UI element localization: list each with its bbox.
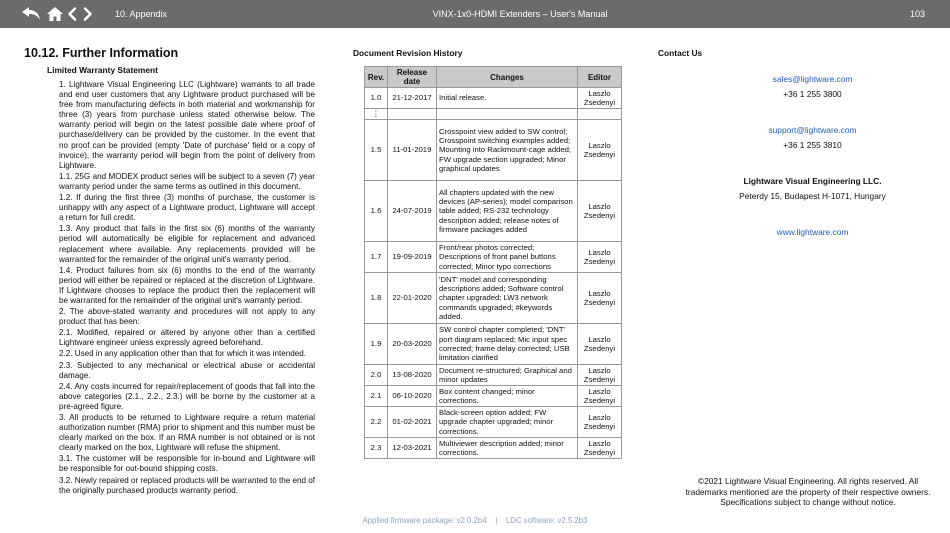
copyright-line: trademarks mentioned are the property of their respective owners. xyxy=(685,486,931,497)
table-row xyxy=(365,324,622,365)
cell-rev: 2.2 xyxy=(365,407,388,438)
table-row xyxy=(365,407,622,438)
cell-editor: Laszlo Zsedenyi xyxy=(578,365,622,386)
cell-changes: Multiviewer description added; minor corrections. xyxy=(437,438,578,459)
cell-editor: Laszlo Zsedenyi xyxy=(578,273,622,324)
cell-changes: Box content changed; minor corrections. xyxy=(437,386,578,407)
warranty-paragraph: 2. The above-stated warranty and procedures will not apply to any product that has been: xyxy=(59,307,315,327)
warranty-paragraph: 2.2. Used in any application other than that for which it was intended. xyxy=(59,349,307,359)
cell-editor: Laszlo Zsedenyi xyxy=(578,120,622,181)
table-header-row xyxy=(365,67,622,88)
warranty-paragraph: 1.2. If during the first three (3) months of purchase, the customer is unhappy with any aspect of a Lightware product, Lightware will accept a return for full credit. xyxy=(59,193,315,223)
cell-date: 24-07-2019 xyxy=(388,181,437,242)
cell-rev: 1.6 xyxy=(365,181,388,242)
sales-phone: +36 1 255 3800 xyxy=(783,89,842,99)
cell-date: 11-01-2019 xyxy=(388,120,437,181)
column-header-changes: Changes xyxy=(437,67,578,88)
cell-changes: All chapters updated with the new devices (AP-series); model comparison table added; RS-232 technology description added; release notes of firmware packages added xyxy=(437,181,578,242)
cell-date: 22-01-2020 xyxy=(388,273,437,324)
cell-changes: 'DNT' model and corresponding descriptions added; Software control chapter upgraded; LW3 network commands upgraded; #keywords added. xyxy=(437,273,578,324)
cell-editor: Laszlo Zsedenyi xyxy=(578,88,622,109)
cell-editor: Laszlo Zsedenyi xyxy=(578,407,622,438)
chevron-left-icon[interactable] xyxy=(65,0,79,28)
cell-changes: Black-screen option added; FW upgrade chapter upgraded; minor corrections. xyxy=(437,407,578,438)
cell-rev: 1.5 xyxy=(365,120,388,181)
warranty-paragraph: 1.4. Product failures from six (6) months to the end of the warranty period will either be repaired or replaced at the discretion of Lightware. If Lightware chooses to replace the product then the replacement will be warranted for the remainder of the original unit's warranty period. xyxy=(59,265,315,305)
column-header-rev: Rev. xyxy=(365,67,388,88)
table-row xyxy=(365,88,622,109)
section-title: 10.12. Further Information xyxy=(24,46,179,60)
firmware-version: Applied firmware package: v2.0.2b4 xyxy=(362,516,487,525)
document-title: VINX-1x0-HDMI Extenders – User's Manual xyxy=(432,9,608,19)
cell-changes: Document re-structured; Graphical and minor updates xyxy=(437,365,578,386)
back-return-icon[interactable] xyxy=(20,0,44,28)
cell-date: 01-02-2021 xyxy=(388,407,437,438)
cell-rev: 2.0 xyxy=(365,365,388,386)
table-row xyxy=(365,438,622,459)
cell-editor: Laszlo Zsedenyi xyxy=(578,181,622,242)
cell-rev: 1.0 xyxy=(365,88,388,109)
cell-date: 19-09-2019 xyxy=(388,242,437,273)
warranty-paragraph: 1.3. Any product that fails in the first six (6) months of the warranty period will automatically be eligible for replacement and advanced replacement where available. Any replacements provided will be warranted for the remainder of the original unit's warranty period. xyxy=(59,224,315,264)
footer-separator: | xyxy=(495,516,498,525)
cell-changes xyxy=(437,109,578,120)
warranty-paragraph: 3. All products to be returned to Lightware require a return material authorization number (RMA) prior to shipment and this number must be clearly marked on the box. If an RMA number is not obtained or is not clearly marked on the box, Lightware will refuse the shipment. xyxy=(59,413,315,453)
software-version: LDC software: v2.5.2b3 xyxy=(505,516,588,525)
support-email-link[interactable]: support@lightware.com xyxy=(768,125,857,135)
cell-rev: 2.1 xyxy=(365,386,388,407)
cell-changes: Initial release. xyxy=(437,88,578,109)
cell-date: 12-03-2021 xyxy=(388,438,437,459)
revision-history-heading: Document Revision History xyxy=(353,48,463,58)
support-phone: +36 1 255 3810 xyxy=(783,140,842,150)
cell-date xyxy=(388,109,437,120)
copyright-line: Specifications subject to change without notice. xyxy=(720,497,896,507)
table-row xyxy=(365,242,622,273)
cell-changes: SW control chapter completed; 'DNT' port diagram replaced; Mic input spec corrected; frame delay corrected; USB limitation clarified xyxy=(437,324,578,365)
cell-editor: Laszlo Zsedenyi xyxy=(578,324,622,365)
warranty-paragraph: 2.3. Subjected to any mechanical or electrical abuse or accidental damage. xyxy=(59,360,315,380)
cell-editor: Laszlo Zsedenyi xyxy=(578,242,622,273)
warranty-paragraph: 2.1. Modified, repaired or altered by anyone other than a certified Lightware engineer unless expressly agreed beforehand. xyxy=(59,328,315,348)
company-address: Peterdy 15, Budapest H-1071, Hungary xyxy=(739,191,886,201)
revision-history-table xyxy=(364,66,622,459)
top-navigation-bar xyxy=(0,0,950,28)
breadcrumb-section: 10. Appendix xyxy=(115,9,168,19)
chevron-right-icon[interactable] xyxy=(81,0,95,28)
table-row xyxy=(365,120,622,181)
copyright-line: ©2021 Lightware Visual Engineering. All rights reserved. All xyxy=(697,476,919,486)
column-header-release-date: Release date xyxy=(388,67,437,88)
cell-changes: Crosspoint view added to SW control; Crosspoint switching examples added; Mounting into Rackmount-cage added; FW upgrade section upgraded; Minor graphical updates xyxy=(437,120,578,181)
sales-email-link[interactable]: sales@lightware.com xyxy=(772,74,853,84)
cell-date: 20-03-2020 xyxy=(388,324,437,365)
cell-rev: 1.9 xyxy=(365,324,388,365)
warranty-paragraph: 3.1. The customer will be responsible for in-bound and Lightware will be responsible for out-bound shipping costs. xyxy=(59,454,315,474)
warranty-paragraph: 2.4. Any costs incurred for repair/replacement of goods that fall into the above categories (2.1., 2.2., 2.3.) will be borne by the customer at a pre-agreed figure. xyxy=(59,381,315,411)
website-link[interactable]: www.lightware.com xyxy=(776,227,849,237)
cell-date: 06-10-2020 xyxy=(388,386,437,407)
warranty-paragraph: 1.1. 25G and MODEX product series will be subject to a seven (7) year warranty period under the same terms as outlined in this document. xyxy=(59,171,315,191)
cell-editor: Laszlo Zsedenyi xyxy=(578,438,622,459)
copyright-notice xyxy=(668,476,948,508)
cell-rev: 1.7 xyxy=(365,242,388,273)
warranty-text xyxy=(59,80,315,497)
cell-date: 13-08-2020 xyxy=(388,365,437,386)
home-icon[interactable] xyxy=(45,0,65,28)
cell-date: 21-12-2017 xyxy=(388,88,437,109)
cell-changes: Front/rear photos corrected; Descriptions of front panel buttons corrected; Minor typo corrections xyxy=(437,242,578,273)
company-name: Lightware Visual Engineering LLC. xyxy=(743,176,882,186)
warranty-paragraph: 1. Lightware Visual Engineering LLC (Lightware) warrants to all trade and end user customers that any Lightware product purchased will be free from manufacturing defects in both material and workmanship for three (3) years from purchase unless stated otherwise below. The warranty period will begin on the latest possible date where proof of purchase/delivery can be provided by the customer. In the event that no proof can be provided (empty 'Date of purchase' field or a copy of invoice), the warranty period will begin from the point of delivery from Lightware. xyxy=(59,80,315,170)
table-row xyxy=(365,365,622,386)
column-header-editor: Editor xyxy=(578,67,622,88)
cell-rev: 2.3 xyxy=(365,438,388,459)
cell-editor xyxy=(578,109,622,120)
table-row xyxy=(365,181,622,242)
cell-rev: 1.8 xyxy=(365,273,388,324)
cell-editor: Laszlo Zsedenyi xyxy=(578,386,622,407)
contact-heading: Contact Us xyxy=(658,48,703,58)
table-row xyxy=(365,273,622,324)
table-row xyxy=(365,386,622,407)
version-footer xyxy=(300,516,650,525)
warranty-heading: Limited Warranty Statement xyxy=(47,65,158,75)
table-row xyxy=(365,109,622,120)
warranty-paragraph: 3.2. Newly repaired or replaced products will be warranted to the end of the originally purchased products warranty period. xyxy=(59,475,315,495)
cell-rev: ⋮ xyxy=(365,109,388,120)
page-number: 103 xyxy=(909,9,925,19)
